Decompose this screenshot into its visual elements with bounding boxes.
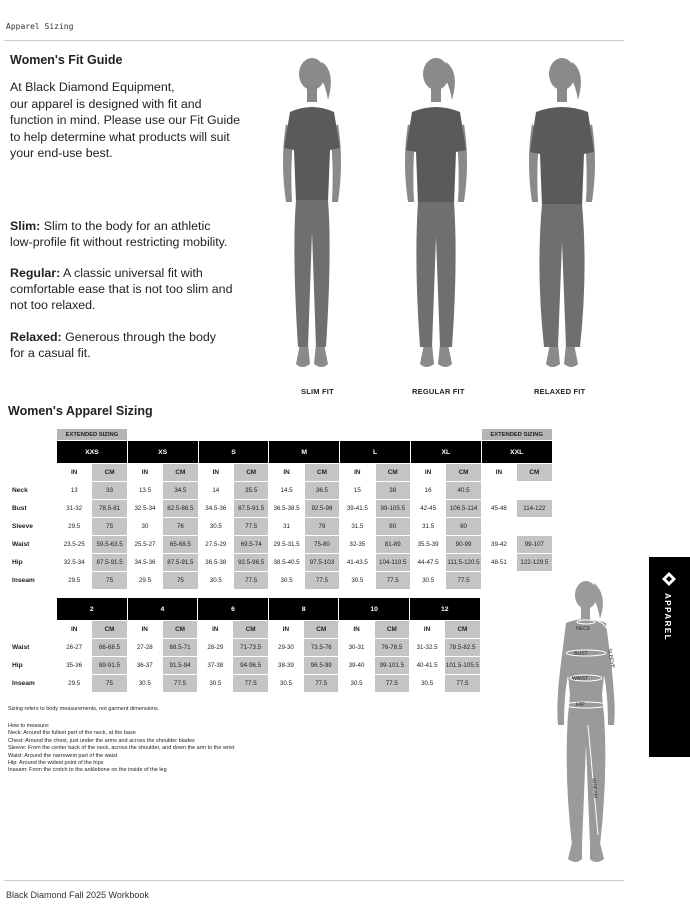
row-label: Bust [9,500,57,518]
regular-definition [10,265,272,313]
table-row [9,639,481,657]
in-cell: 30 [127,518,162,536]
size-header: XS [127,441,198,464]
in-cell: 36.5-38 [198,554,233,572]
cm-cell: 122-129.5 [517,554,552,572]
size-header: XXL [481,441,552,464]
size-header: 4 [127,598,198,621]
cm-cell: 89-91.5 [92,657,127,675]
black-diamond-logo-icon [661,571,677,587]
waist-label: WAIST [572,676,589,682]
how-to-line: How to measure: [8,723,50,729]
unit-cm: CM [233,621,268,639]
table-row [9,675,481,693]
cm-cell: 77.5 [375,572,410,590]
in-cell: 34.5-36 [198,500,233,518]
regular-text: A classic universal fit with [60,266,203,280]
table-row [9,657,481,675]
fit-guide-intro [10,79,272,162]
hip-label: HIP [576,702,585,708]
cm-cell: 75 [92,518,127,536]
cm-cell: 91.5-94 [162,657,197,675]
cm-cell: 40.5 [446,482,481,500]
cm-cell: 99-107 [517,536,552,554]
in-cell: 29-30 [268,639,303,657]
unit-cm: CM [375,464,410,482]
fit-guide-title: Women's Fit Guide [10,53,123,67]
slim-text: low-profile fit without restricting mobility. [10,235,228,249]
cm-cell: 69.5-74 [233,536,268,554]
in-cell: 32.5-34 [57,554,92,572]
how-to-line: Waist: Around the narrowest part of the waist [8,752,118,759]
cm-cell: 77.5 [304,572,339,590]
measurement-figure [538,575,634,865]
sizing-note: Sizing refers to body measurements, not garment dimensions. [8,706,160,712]
apparel-tab-label: APPAREL [663,593,672,642]
in-cell: 31.5 [340,518,375,536]
extended-sizing-label: EXTENDED SIZING [481,429,552,441]
cm-cell: 90-99 [446,536,481,554]
in-cell: 30.5 [198,518,233,536]
row-label: Waist [9,536,57,554]
unit-in: IN [269,464,304,482]
table-row [9,500,553,518]
cm-cell: 101.5-105.5 [445,657,480,675]
cm-cell: 78.5-82.5 [445,639,480,657]
cm-cell: 77.5 [233,675,268,693]
cm-cell: 96.5-99 [304,657,339,675]
cm-cell: 87.5-91.5 [163,554,198,572]
unit-cm: CM [92,621,127,639]
footer-divider [4,880,624,881]
regular-label: Regular: [10,266,61,280]
size-header: XXS [57,441,128,464]
intro-line: your end-use best. [10,146,113,160]
footer-text: Black Diamond Fall 2025 Workbook [6,890,149,900]
in-cell: 30.5 [340,572,375,590]
cm-cell: 76-78.5 [374,639,409,657]
in-cell: 25.5-27 [127,536,162,554]
sleeve-label: SLEEVE [606,648,616,669]
in-cell: 30.5 [198,572,233,590]
unit-cm: CM [446,464,481,482]
intro-line: At Black Diamond Equipment, [10,80,175,94]
in-cell: 26-27 [57,639,92,657]
cm-cell: 71-73.5 [233,639,268,657]
unit-in: IN [481,464,516,482]
in-cell: 27.5-29 [198,536,233,554]
cm-cell: 77.5 [374,675,409,693]
cm-cell: 66-68.5 [92,639,127,657]
unit-in: IN [57,621,92,639]
cm-cell: 87.5-91.5 [233,500,268,518]
in-cell: 41-43.5 [340,554,375,572]
slim-fit-figure [272,52,352,382]
unit-in: IN [340,464,375,482]
in-cell: 29.5-31.5 [269,536,304,554]
unit-in: IN [268,621,303,639]
in-cell: 23.5-25 [57,536,92,554]
how-to-line: Inseam: From the crotch to the anklebone on the inside of the leg [8,767,167,774]
relaxed-text: for a casual fit. [10,346,91,360]
cm-cell: 36.5 [304,482,339,500]
how-to-line: Chest: Around the chest, just under the arms and across the shoulder blades [8,737,195,744]
neck-label: NECK [576,626,591,632]
unit-in: IN [127,621,162,639]
header-divider [4,40,624,41]
cm-cell: 104-110.5 [375,554,410,572]
unit-cm: CM [517,464,552,482]
cm-cell: 111.5-120.5 [446,554,481,572]
cm-cell: 77.5 [304,675,339,693]
cm-cell: 80 [446,518,481,536]
size-header: 10 [339,598,410,621]
in-cell: 37-38 [198,657,233,675]
cm-cell: 75 [163,572,198,590]
in-cell: 29.5 [57,572,92,590]
sizing-title: Women's Apparel Sizing [8,404,153,418]
in-cell: 44-47.5 [410,554,445,572]
size-header: 2 [57,598,128,621]
intro-line: our apparel is designed with fit and [10,96,202,111]
cm-cell: 77.5 [233,572,268,590]
size-header: XL [410,441,481,464]
unit-cm: CM [304,464,339,482]
table-row [9,536,553,554]
cm-cell: 76 [163,518,198,536]
cm-cell: 34.5 [163,482,198,500]
in-cell: 15 [340,482,375,500]
in-cell: 30.5 [198,675,233,693]
in-cell: 38-39 [268,657,303,675]
cm-cell: 82.5-86.5 [163,500,198,518]
row-label: Hip [9,657,57,675]
size-header-row [9,598,481,621]
relaxed-text: Generous through the body [61,330,216,344]
size-header: 12 [409,598,480,621]
how-to-measure [8,723,234,775]
unit-in: IN [57,464,92,482]
in-cell [481,518,516,536]
slim-definition [10,218,272,250]
row-label: Waist [9,639,57,657]
unit-in: IN [409,621,444,639]
in-cell: 14 [198,482,233,500]
apparel-section-tab [649,557,690,757]
cm-cell: 78.5-81 [92,500,127,518]
in-cell: 32.5-34 [127,500,162,518]
extended-sizing-label: EXTENDED SIZING [57,429,128,441]
in-cell: 30.5 [339,675,374,693]
cm-cell: 35.5 [233,482,268,500]
unit-cm: CM [445,621,480,639]
table-row [9,482,553,500]
in-cell: 34.5-36 [127,554,162,572]
unit-cm: CM [304,621,339,639]
in-cell: 29.5 [57,675,92,693]
in-cell: 13.5 [127,482,162,500]
unit-cm: CM [233,464,268,482]
table-row [9,572,553,590]
in-cell: 27-28 [127,639,162,657]
unit-in: IN [339,621,374,639]
cm-cell: 87.5-91.5 [92,554,127,572]
row-label: Sleeve [9,518,57,536]
in-cell: 32-35 [340,536,375,554]
cm-cell: 106.5-114 [446,500,481,518]
cm-cell: 77.5 [446,572,481,590]
extended-sizing-row [9,429,553,441]
in-cell: 14.5 [269,482,304,500]
unit-in: IN [127,464,162,482]
in-cell: 31-32.5 [409,639,444,657]
in-cell: 36.5-38.5 [269,500,304,518]
row-label: Inseam [9,675,57,693]
in-cell: 30-31 [339,639,374,657]
relaxed-fit-figure [522,52,602,382]
intro-line: to help determine what products will suit [10,129,230,144]
in-cell: 39-40 [339,657,374,675]
size-header: 6 [198,598,269,621]
in-cell: 39-42 [481,536,516,554]
in-cell: 30.5 [127,675,162,693]
in-cell: 30.5 [269,572,304,590]
in-cell: 31.5 [410,518,445,536]
relaxed-label: Relaxed: [10,330,62,344]
cm-cell: 75-80 [304,536,339,554]
cm-cell: 75 [92,675,127,693]
size-header: M [269,441,340,464]
unit-row [9,464,553,482]
regular-text: not too relaxed. [10,298,96,312]
in-cell: 16 [410,482,445,500]
slim-fit-label: SLIM FIT [301,387,334,396]
in-cell: 29.5 [127,572,162,590]
cm-cell: 99-101.5 [374,657,409,675]
cm-cell: 75 [92,572,127,590]
cm-cell: 68.5-71 [162,639,197,657]
cm-cell: 59.5-63.5 [92,536,127,554]
unit-row [9,621,481,639]
cm-cell [517,482,552,500]
in-cell: 30.5 [268,675,303,693]
unit-cm: CM [163,464,198,482]
cm-cell: 97.5-103 [304,554,339,572]
how-to-line: Sleeve: From the center back of the neck, across the shoulder, and down the arm to the wrist [8,745,235,752]
row-label: Hip [9,554,57,572]
unit-in: IN [198,621,233,639]
cm-cell: 80 [375,518,410,536]
in-cell: 48-51 [481,554,516,572]
page-header-label: Apparel Sizing [6,22,74,31]
in-cell: 31-32 [57,500,92,518]
table-row [9,554,553,572]
intro-line: function in mind. Please use our Fit Guide [10,113,241,127]
in-cell: 28-29 [198,639,233,657]
cm-cell: 77.5 [233,518,268,536]
in-cell [481,482,516,500]
cm-cell: 38 [375,482,410,500]
cm-cell: 65-68.5 [163,536,198,554]
cm-cell: 79 [304,518,339,536]
relaxed-fit-label: RELAXED FIT [534,387,586,396]
in-cell: 39-41.5 [340,500,375,518]
slim-label: Slim: [10,219,41,233]
table-row [9,518,553,536]
bottoms-size-table [8,597,481,693]
relaxed-definition [10,329,272,361]
in-cell: 38.5-40.5 [269,554,304,572]
cm-cell: 92.5-98 [304,500,339,518]
size-header: 8 [268,598,339,621]
unit-in: IN [198,464,233,482]
in-cell: 30.5 [409,675,444,693]
cm-cell: 77.5 [445,675,480,693]
bust-label: BUST [574,651,588,657]
how-to-line: Neck: Around the fullest part of the neck, at the base [8,730,136,737]
cm-cell: 92.5-96.5 [233,554,268,572]
cm-cell: 33 [92,482,127,500]
regular-text: comfortable ease that is not too slim and [10,282,233,296]
unit-cm: CM [374,621,409,639]
in-cell: 45-48 [481,500,516,518]
size-header-row [9,441,553,464]
size-header: L [340,441,411,464]
in-cell: 36-37 [127,657,162,675]
cm-cell: 114-122 [517,500,552,518]
unit-in: IN [410,464,445,482]
cm-cell: 73.5-76 [304,639,339,657]
unit-cm: CM [92,464,127,482]
in-cell [481,572,516,590]
how-to-line: Hip: Around the widest point of the hips [8,760,104,767]
row-label: Inseam [9,572,57,590]
cm-cell: 77.5 [162,675,197,693]
inseam-label: INSEAM [590,778,599,799]
in-cell: 35.5-39 [410,536,445,554]
cm-cell: 81-89 [375,536,410,554]
in-cell: 42-45 [410,500,445,518]
unit-cm: CM [162,621,197,639]
cm-cell: 94-96.5 [233,657,268,675]
regular-fit-label: REGULAR FIT [412,387,465,396]
regular-fit-figure [396,52,476,382]
cm-cell [517,518,552,536]
in-cell: 30.5 [410,572,445,590]
cm-cell: 99-105.5 [375,500,410,518]
in-cell: 13 [57,482,92,500]
slim-text: Slim to the body for an athletic [40,219,211,233]
row-label: Neck [9,482,57,500]
apparel-size-table [8,428,553,590]
in-cell: 29.5 [57,518,92,536]
in-cell: 35-36 [57,657,92,675]
size-header: S [198,441,269,464]
in-cell: 40-41.5 [409,657,444,675]
in-cell: 31 [269,518,304,536]
